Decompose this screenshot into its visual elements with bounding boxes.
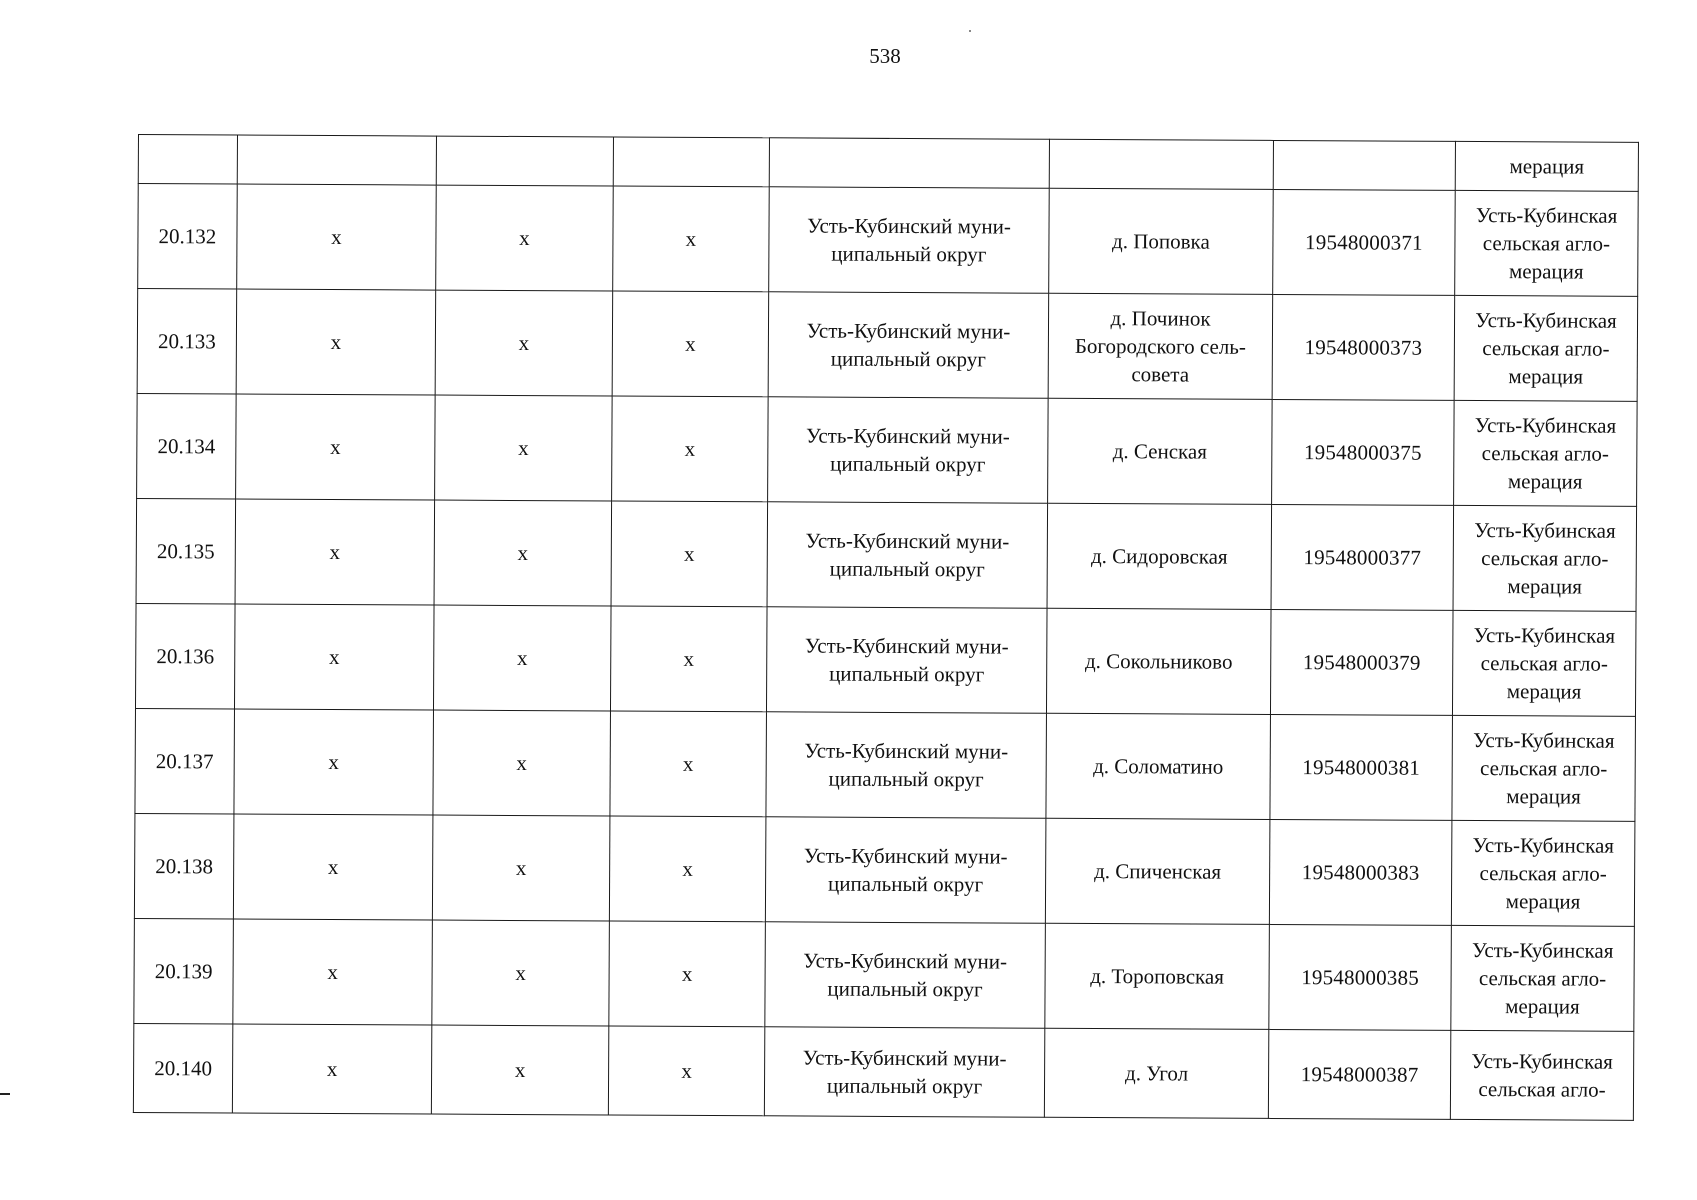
- cell: [436, 136, 613, 186]
- cell-x: x: [236, 289, 436, 395]
- cell-agglomeration: Усть-Кубинская сельская агло- мерация: [1455, 190, 1639, 296]
- cell-number: 20.132: [138, 184, 238, 290]
- table-row: [137, 289, 1638, 402]
- cell-code: 19548000383: [1269, 819, 1452, 925]
- cell: [769, 138, 1049, 188]
- cell-x: x: [233, 919, 433, 1025]
- cell-agglomeration: Усть-Кубинская сельская агло-: [1450, 1030, 1633, 1120]
- cell-x: x: [434, 500, 612, 606]
- table-row: [138, 184, 1639, 297]
- cell-code: 19548000375: [1272, 399, 1455, 505]
- cell-settlement: д. Сокольниково: [1046, 608, 1271, 714]
- cell-code: 19548000379: [1270, 609, 1453, 715]
- cell-agglomeration: Усть-Кубинская сельская агло- мерация: [1454, 400, 1638, 506]
- cell-x: x: [432, 920, 610, 1026]
- cell-x: x: [233, 814, 433, 920]
- cell-settlement: д. Сенская: [1048, 398, 1273, 504]
- cell-code: 19548000377: [1271, 504, 1454, 610]
- cell-number: 20.140: [133, 1023, 232, 1113]
- cell-district: Усть-Кубинский муни- ципальный округ: [768, 292, 1049, 398]
- cell-x: x: [432, 815, 610, 921]
- cell-x: x: [234, 709, 434, 815]
- table-row: [135, 708, 1636, 821]
- cell-settlement: д. Поповка: [1049, 188, 1274, 294]
- cell-settlement: д. Починок Богородского сель- совета: [1048, 293, 1273, 399]
- table-row: [137, 393, 1638, 506]
- cell-number: 20.135: [136, 498, 236, 604]
- cell: [613, 137, 769, 187]
- table-row: [136, 498, 1637, 611]
- cell-settlement: д. Тороповская: [1045, 923, 1270, 1029]
- cell-x: x: [431, 1025, 608, 1115]
- cell-x: x: [609, 816, 766, 922]
- cell-x: x: [613, 186, 770, 292]
- cell-agglomeration: Усть-Кубинская сельская агло- мерация: [1452, 610, 1636, 716]
- cell: [1049, 139, 1273, 189]
- cell-number: 20.139: [134, 918, 234, 1024]
- settlements-table: [133, 134, 1639, 1121]
- cell-settlement: д. Соломатино: [1046, 713, 1271, 819]
- cell-settlement: д. Сидоровская: [1047, 503, 1272, 609]
- cell-x: x: [232, 1024, 431, 1114]
- cell-x: x: [433, 710, 611, 816]
- cell-district: Усть-Кубинский муни- ципальный округ: [765, 817, 1046, 923]
- page-number: 538: [869, 44, 901, 68]
- cell-agglomeration: Усть-Кубинская сельская агло- мерация: [1451, 925, 1635, 1031]
- cell-code: 19548000387: [1268, 1029, 1450, 1119]
- cell-x: x: [435, 395, 613, 501]
- cell-district: Усть-Кубинский муни- ципальный округ: [766, 712, 1047, 818]
- cell-code: 19548000373: [1272, 294, 1455, 400]
- cell-x: x: [611, 501, 768, 607]
- cell-agglomeration: Усть-Кубинская сельская агло- мерация: [1454, 295, 1638, 401]
- cell-district: Усть-Кубинский муни- ципальный округ: [767, 502, 1048, 608]
- cell-x: x: [235, 499, 435, 605]
- cell-x: x: [608, 1026, 764, 1116]
- cell-x: x: [612, 396, 769, 502]
- cell-x: x: [435, 290, 613, 396]
- cell-code: 19548000385: [1269, 924, 1452, 1030]
- cell-district: Усть-Кубинский муни- ципальный округ: [766, 607, 1047, 713]
- cell-agglomeration: Усть-Кубинская сельская агло- мерация: [1452, 715, 1636, 821]
- cell-settlement: д. Спиченская: [1045, 818, 1270, 924]
- cell: [138, 135, 237, 185]
- cell-agglomeration: мерация: [1455, 141, 1638, 191]
- scan-dot-mark: [969, 30, 971, 32]
- cell-agglomeration: Усть-Кубинская сельская агло- мерация: [1451, 820, 1635, 926]
- cell-x: x: [609, 921, 766, 1027]
- cell-x: x: [610, 606, 767, 712]
- cell-code: 19548000371: [1273, 189, 1456, 295]
- cell-district: Усть-Кубинский муни- ципальный округ: [765, 922, 1046, 1028]
- continuation-row: [138, 135, 1638, 192]
- cell-district: Усть-Кубинский муни- ципальный округ: [768, 397, 1049, 503]
- cell: [1273, 140, 1455, 190]
- cell: [237, 135, 436, 185]
- table-row: [135, 603, 1636, 716]
- cell-number: 20.134: [137, 393, 237, 499]
- table-row: [134, 918, 1635, 1031]
- cell-number: 20.138: [134, 813, 234, 919]
- cell-district: Усть-Кубинский муни- ципальный округ: [764, 1027, 1044, 1117]
- cell-number: 20.137: [135, 708, 235, 814]
- cell-agglomeration: Усть-Кубинская сельская агло- мерация: [1453, 505, 1637, 611]
- cell-number: 20.136: [135, 603, 235, 709]
- cell-x: x: [436, 185, 614, 291]
- cell-x: x: [610, 711, 767, 817]
- cell-code: 19548000381: [1270, 714, 1453, 820]
- cell-number: 20.133: [137, 289, 237, 395]
- cell-x: x: [237, 184, 437, 290]
- cell-x: x: [234, 604, 434, 710]
- cell-x: x: [612, 291, 769, 397]
- cell-settlement: д. Угол: [1044, 1028, 1268, 1118]
- cell-district: Усть-Кубинский муни- ципальный округ: [769, 187, 1050, 293]
- scan-edge-mark: [0, 1093, 10, 1095]
- cell-x: x: [236, 394, 436, 500]
- table-row: [133, 1023, 1633, 1120]
- cell-x: x: [433, 605, 611, 711]
- table-row: [134, 813, 1635, 926]
